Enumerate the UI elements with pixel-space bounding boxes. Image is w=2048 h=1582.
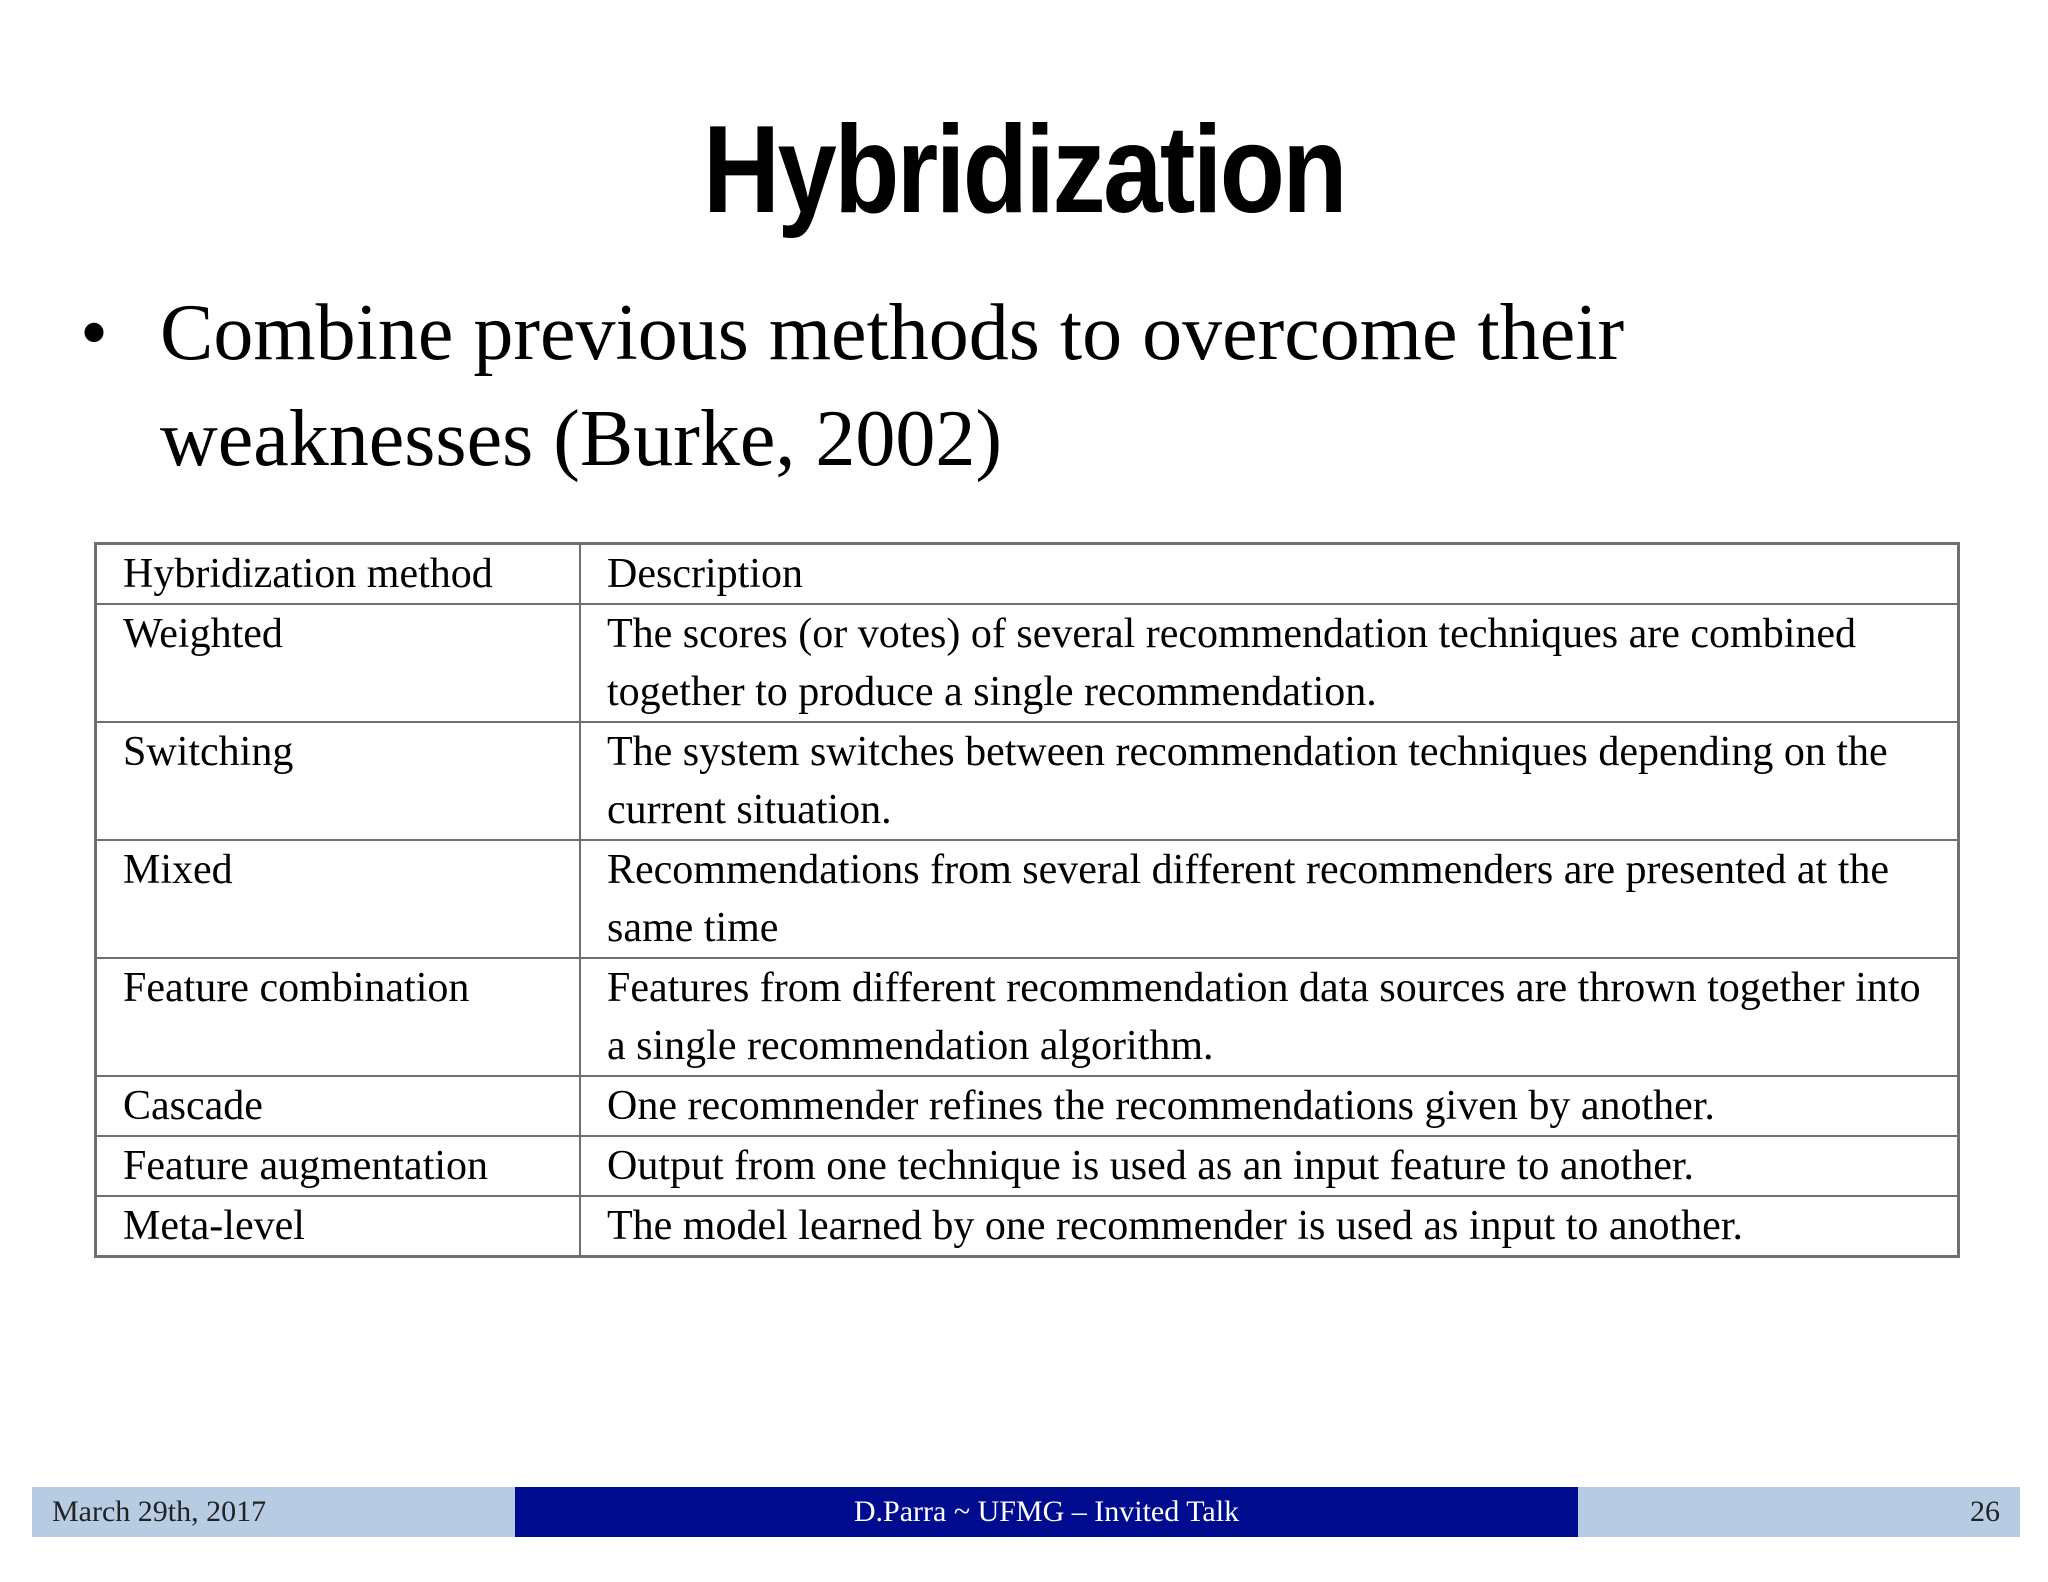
footer-page-number: 26 — [1578, 1487, 2020, 1537]
footer-date: March 29th, 2017 — [32, 1487, 515, 1537]
footer-talk-title: D.Parra ~ UFMG – Invited Talk — [515, 1487, 1578, 1537]
header-method: Hybridization method — [96, 544, 581, 605]
table-row — [96, 1076, 1959, 1136]
bullet-text: Combine previous methods to overcome their weaknesses (Burke, 2002) — [160, 289, 1625, 483]
hybridization-table — [94, 542, 1960, 1258]
methods-table — [94, 542, 1960, 1258]
method-cell: Feature augmentation — [96, 1136, 581, 1196]
description-cell: One recommender refines the recommendations given by another. — [580, 1076, 1959, 1136]
table-row — [96, 1136, 1959, 1196]
table-row — [96, 840, 1959, 958]
description-cell: The model learned by one recommender is used as input to another. — [580, 1196, 1959, 1257]
slide-footer — [32, 1487, 2020, 1537]
method-cell: Weighted — [96, 604, 581, 722]
description-cell: The scores (or votes) of several recommendation techniques are combined together to produce a single recommendation. — [580, 604, 1959, 722]
method-cell: Cascade — [96, 1076, 581, 1136]
table-row — [96, 604, 1959, 722]
bullet-dot-icon: • — [80, 289, 109, 377]
header-description: Description — [580, 544, 1959, 605]
method-cell: Meta-level — [96, 1196, 581, 1257]
description-cell: Recommendations from several different recommenders are presented at the same time — [580, 840, 1959, 958]
table-row — [96, 722, 1959, 840]
description-cell: The system switches between recommendation techniques depending on the current situation. — [580, 722, 1959, 840]
description-cell: Features from different recommendation data sources are thrown together into a single recommendation algorithm. — [580, 958, 1959, 1076]
method-cell: Feature combination — [96, 958, 581, 1076]
table-row — [96, 958, 1959, 1076]
bullet-item — [80, 280, 1960, 492]
method-cell: Mixed — [96, 840, 581, 958]
method-cell: Switching — [96, 722, 581, 840]
table-row — [96, 1196, 1959, 1257]
table-header-row — [96, 544, 1959, 605]
slide-title: Hybridization — [703, 101, 1345, 239]
description-cell: Output from one technique is used as an input feature to another. — [580, 1136, 1959, 1196]
